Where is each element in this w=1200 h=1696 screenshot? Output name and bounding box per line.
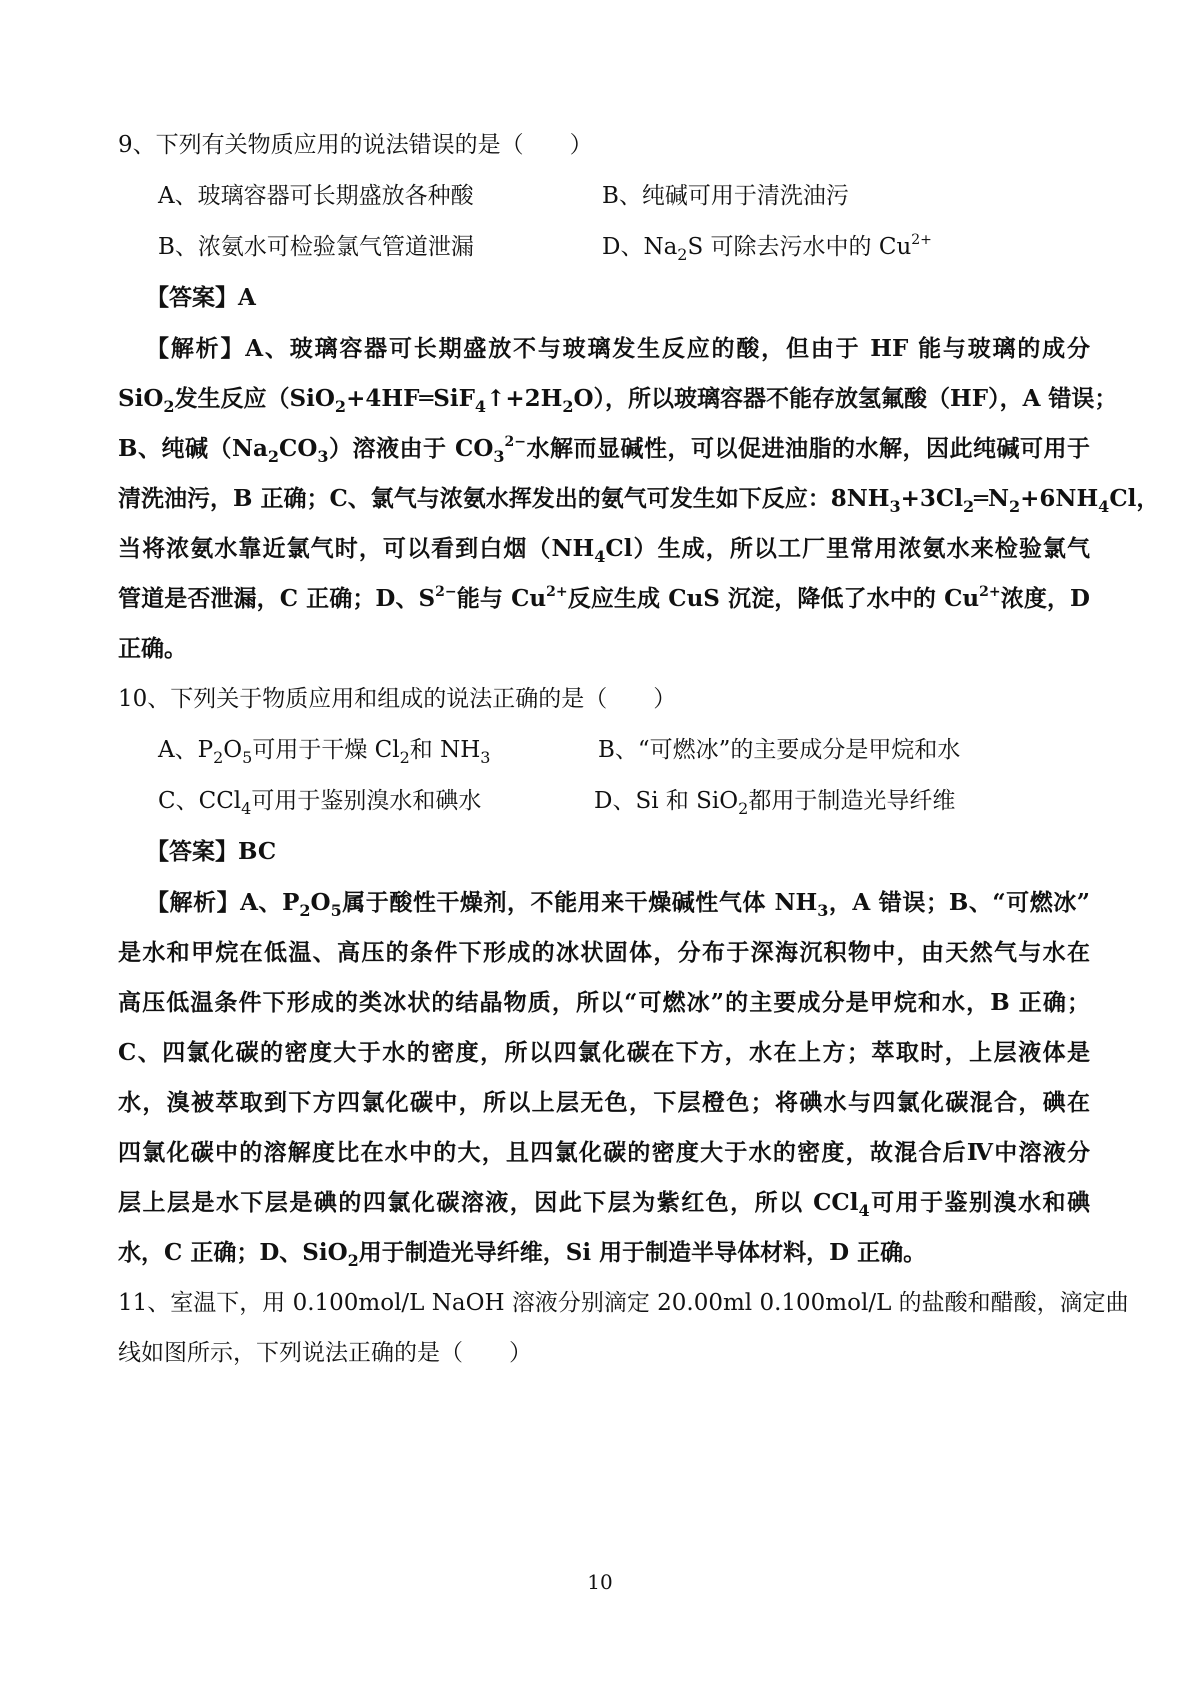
q9-analysis-line-2: SiO$_2$发生反应$(SiO_2+4HF═SiF_4↑+2H_2O)$，所以玻璃容器不能存放氢氟酸（HF），A 错误；	[118, 385, 1118, 416]
q9-analysis-line-4: 清洗油污，B 正确；C、氯气与浓氨水挥发出的氨气可发生如下反应：$8NH_3+3Cl_2═N_2+6NH_4Cl$，	[118, 485, 1160, 516]
q10-analysis-line-3: 高压低温条件下形成的类冰状的结晶物质，所以“可燃冰”的主要成分是甲烷和水，B 正确；	[118, 989, 1090, 1016]
q10-option-d: D、Si 和 SiO$_2$都用于制造光导纤维	[594, 788, 956, 818]
q10-option-a: A、$P_2O_5$可用于干燥 $Cl_2$和 $NH_3$	[158, 737, 491, 767]
q9-stem: 9、下列有关物质应用的说法错误的是（ ）	[118, 132, 593, 158]
q9-analysis-line-1: 【解析】A、玻璃容器可长期盛放不与玻璃发生反应的酸，但由于 HF 能与玻璃的成分	[146, 335, 1090, 362]
q11-stem-line-2: 线如图所示，下列说法正确的是（ ）	[118, 1340, 532, 1366]
q10-answer: 【答案】BC	[146, 838, 277, 865]
q10-analysis-line-5: 水，溴被萃取到下方四氯化碳中，所以上层无色，下层橙色；将碘水与四氯化碳混合，碘在	[118, 1089, 1090, 1116]
q10-analysis-line-7: 层上层是水下层是碘的四氯化碳溶液，因此下层为紫红色，所以 CCl$_4$可用于鉴别溴水和碘	[118, 1189, 1091, 1220]
q9-answer: 【答案】A	[146, 284, 256, 311]
q10-stem: 10、下列关于物质应用和组成的说法正确的是（ ）	[118, 686, 677, 712]
q9-option-a: A、玻璃容器可长期盛放各种酸	[158, 183, 474, 209]
q10-option-b: B、“可燃冰”的主要成分是甲烷和水	[598, 737, 961, 763]
q10-option-c: C、CCl$_4$可用于鉴别溴水和碘水	[158, 788, 482, 818]
q10-analysis-line-6: 四氯化碳中的溶解度比在水中的大，且四氯化碳的密度大于水的密度，故混合后Ⅳ中溶液分	[118, 1139, 1090, 1166]
q9-option-b: B、纯碱可用于清洗油污	[602, 183, 849, 209]
q10-analysis-line-8: 水，C 正确；D、SiO$_2$用于制造光导纤维，Si 用于制造半导体材料，D 正确。	[118, 1239, 927, 1270]
page-number: 10	[587, 1570, 613, 1594]
q9-analysis-line-7: 正确。	[118, 635, 187, 662]
q11-stem-line-1: 11、室温下，用 0.100mol/L NaOH 溶液分别滴定 20.00ml 0.100mol/L 的盐酸和醋酸，滴定曲	[118, 1290, 1129, 1316]
q9-analysis-line-6: 管道是否泄漏，C 正确；D、$S^{2-}$能与 $Cu^{2+}$反应生成 CuS 沉淀，降低了水中的 $Cu^{2+}$浓度，D	[118, 584, 1091, 612]
q9-option-d: D、$Na_2S$ 可除去污水中的 $Cu^{2+}$	[602, 232, 932, 264]
q9-option-c: B、浓氨水可检验氯气管道泄漏	[158, 234, 474, 260]
q10-analysis-line-2: 是水和甲烷在低温、高压的条件下形成的冰状固体，分布于深海沉积物中，由天然气与水在	[118, 939, 1090, 966]
q9-analysis-line-3: B、纯碱$(Na_2CO_3)$溶液由于 $CO_3^{2-}$水解而显碱性，可以促进油脂的水解，因此纯碱可用于	[118, 434, 1090, 466]
q10-analysis-line-4: C、四氯化碳的密度大于水的密度，所以四氯化碳在下方，水在上方；萃取时，上层液体是	[118, 1039, 1090, 1066]
q10-analysis-line-1: 【解析】A、$P_2O_5$属于酸性干燥剂，不能用来干燥碱性气体 $NH_3$，A 错误；B、“可燃冰”	[146, 889, 1090, 920]
q9-analysis-line-5: 当将浓氨水靠近氯气时，可以看到白烟$(NH_4Cl)$生成，所以工厂里常用浓氨水来检验氯气	[118, 535, 1090, 566]
